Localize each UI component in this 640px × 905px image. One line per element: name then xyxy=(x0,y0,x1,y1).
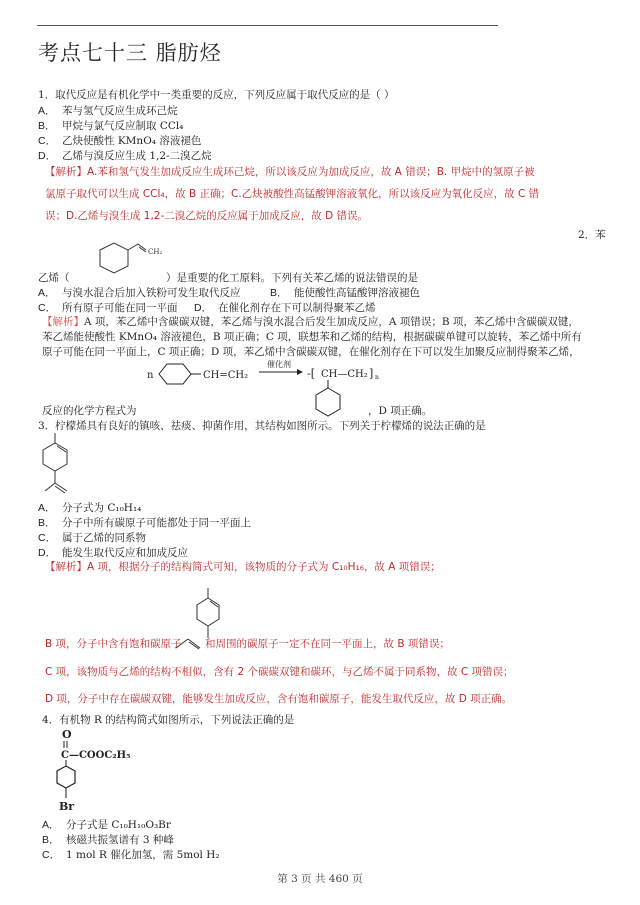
q3-stem: 3．柠檬烯具有良好的镇咳、祛痰、抑菌作用，其结构如图所示。下列关于柠檬烯的说法正确的是 xyxy=(38,420,486,432)
q2-option-a xyxy=(38,286,241,301)
analysis-tag: 【解析】 xyxy=(42,316,84,328)
option-label: C． xyxy=(38,302,57,314)
option-label: B． xyxy=(270,287,288,299)
option-text: 分子式为 C₁₀H₁₄ xyxy=(62,502,142,514)
option-label: C． xyxy=(38,532,57,544)
q3-analysis-line-4: D 项，分子中存在碳碳双键，能够发生加成反应，含有饱和碳原子，能发生取代反应，故 D 项正确。 xyxy=(45,693,513,705)
q2-stem-suffix: ）是重要的化工原料。下列有关苯乙烯的说法错误的是 xyxy=(166,272,418,284)
option-label: D． xyxy=(38,547,57,559)
isopropenyl-fragment-icon xyxy=(174,636,204,650)
q3-analysis-line-2b: 和周围的碳原子一定不在同一平面上，故 B 项错误； xyxy=(205,638,450,650)
option-text: 苯与氢气反应生成环己烷 xyxy=(62,105,178,117)
option-label: A． xyxy=(38,105,56,117)
svg-text:CH—CH₂: CH—CH₂ xyxy=(321,369,368,380)
analysis-text: A 项，苯乙烯中含碳碳双键，苯乙烯与溴水混合后发生加成反应，A 项错误；B 项，苯乙烯中含碳碳双键， xyxy=(84,316,579,328)
q2-analysis-line-2: 苯乙烯能使酸性 KMnO₄ 溶液褪色，B 项正确；C 项，联想苯和乙烯的结构，根据碳碳单键可以旋转，苯乙烯中所有 xyxy=(42,331,582,343)
option-text: 分子中所有碳原子可能都处于同一平面上 xyxy=(62,517,251,529)
option-label: B． xyxy=(38,517,56,529)
svg-text:CH=CH₂: CH=CH₂ xyxy=(203,370,249,381)
svg-text:C—COOC₂H₅: C—COOC₂H₅ xyxy=(61,750,131,761)
q2-option-c xyxy=(38,301,178,316)
option-text: 分子式是 C₁₀H₁₀O₃Br xyxy=(66,819,171,831)
option-label: A． xyxy=(38,287,56,299)
svg-text:-[: -[ xyxy=(307,367,316,380)
q1-option-a xyxy=(38,104,178,119)
svg-text:Br: Br xyxy=(59,800,75,813)
q2-conclusion-prefix: 反应的化学方程式为 xyxy=(42,405,137,417)
styrene-structure-icon xyxy=(88,242,168,282)
q3-option-a xyxy=(38,501,141,516)
q1-analysis-line-2: 氯原子取代可以生成 CCl₄，故 B 正确；C.乙炔被酸性高锰酸钾溶液氧化，所以该反应为氧化反应，故 C 错 xyxy=(45,188,540,200)
q3-option-b xyxy=(38,516,251,531)
option-text: 乙烯与溴反应生成 1,2-二溴乙烷 xyxy=(62,150,212,162)
svg-text:n: n xyxy=(375,374,379,381)
q2-number: 2．苯 xyxy=(578,229,606,241)
option-text: 与溴水混合后加入铁粉可发生取代反应 xyxy=(62,287,241,299)
option-label: C． xyxy=(38,135,57,147)
q4-option-c xyxy=(42,848,220,863)
q1-analysis-line-1: 【解析】A.苯和氢气发生加成反应生成环己烷，所以该反应为加成反应，故 A 错误；B. 甲烷中的氢原子被 xyxy=(45,166,535,178)
option-text: 在催化剂存在下可以制得聚苯乙烯 xyxy=(218,302,376,314)
q3-analysis-line-1: 【解析】A 项，根据分子的结构简式可知，该物质的分子式为 C₁₀H₁₆，故 A 项错误； xyxy=(45,561,441,573)
option-text: 乙炔使酸性 KMnO₄ 溶液褪色 xyxy=(62,135,202,147)
q2-analysis-line-1 xyxy=(42,315,579,330)
q3-analysis-line-3: C 项，该物质与乙烯的结构不相似，含有 2 个碳碳双键和碳环，与乙烯不属于同系物，故 C 项错误； xyxy=(45,666,514,678)
option-text: 能使酸性高锰酸钾溶液褪色 xyxy=(294,287,420,299)
option-text: 属于乙烯的同系物 xyxy=(62,532,146,544)
option-label: C． xyxy=(42,849,61,861)
q4-option-b xyxy=(42,833,174,848)
option-label: B． xyxy=(38,120,56,132)
header-rule xyxy=(37,25,498,26)
svg-text:n: n xyxy=(147,370,154,381)
svg-text:O: O xyxy=(62,728,72,741)
option-text: 能发生取代反应和加成反应 xyxy=(62,547,188,559)
q2-analysis-line-3: 原子可能在同一平面上，C 项正确；D 项，苯乙烯中含碳碳双键，在催化剂存在下可以发生加聚反应制得聚苯乙烯， xyxy=(42,346,580,358)
option-label: A． xyxy=(42,819,60,831)
q4-stem: 4．有机物 R 的结构简式如图所示，下列说法正确的是 xyxy=(42,714,295,726)
option-text: 1 mol R 催化加氢，需 5mol H₂ xyxy=(66,849,220,861)
option-text: 甲烷与氯气反应制取 CCl₄ xyxy=(62,120,184,132)
q2-option-d xyxy=(194,301,376,316)
page-footer: 第 3 页 共 460 页 xyxy=(277,873,363,885)
limonene-structure-icon xyxy=(42,433,82,499)
option-label: D． xyxy=(194,302,213,314)
svg-text:]: ] xyxy=(369,367,374,380)
q1-analysis-line-3: 误；D.乙烯与溴生成 1,2-二溴乙烷的反应属于加成反应，故 D 错误。 xyxy=(45,210,369,222)
q4-option-a xyxy=(42,818,171,833)
page-title: 考点七十三 脂肪烃 xyxy=(38,41,222,65)
q1-stem: 1．取代反应是有机化学中一类重要的反应，下列反应属于取代反应的是（ ） xyxy=(38,89,395,101)
q1-option-c xyxy=(38,134,201,149)
q2-conclusion-suffix: ，D 项正确。 xyxy=(368,405,433,417)
svg-text:催化剂: 催化剂 xyxy=(267,360,291,369)
compound-r-structure-icon xyxy=(55,728,175,820)
ch2-label: CH₂ xyxy=(148,248,163,256)
q3-analysis-line-2a: B 项，分子中含有饱和碳原子 xyxy=(45,638,182,650)
q3-option-c xyxy=(38,531,146,546)
q2-stem-prefix: 乙烯（ xyxy=(38,272,70,284)
option-text: 核磁共振氢谱有 3 种峰 xyxy=(66,834,174,846)
q1-option-b xyxy=(38,119,183,134)
option-text: 所有原子可能在同一平面 xyxy=(62,302,178,314)
option-label: D． xyxy=(38,150,57,162)
q2-option-b xyxy=(270,286,420,301)
option-label: A． xyxy=(38,502,56,514)
option-label: B． xyxy=(42,834,60,846)
